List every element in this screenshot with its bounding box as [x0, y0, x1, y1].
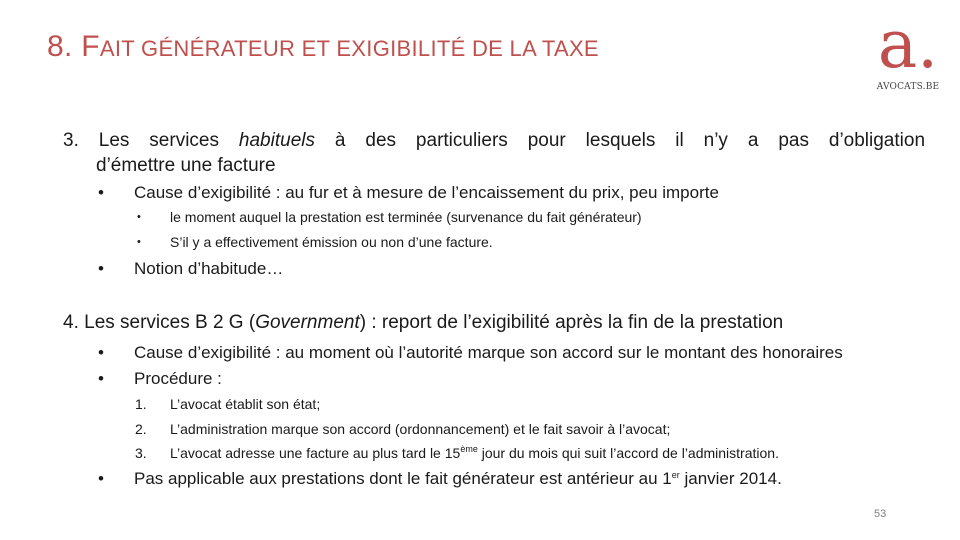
page-number: 53 — [874, 508, 887, 520]
logo-mark: a. — [877, 6, 939, 83]
section-3-heading: 3. Les services habituels à des particuliers pour lesquels il n’y a pas d’obligation d’émettre une facture — [63, 130, 926, 176]
emphasis-government: Government — [255, 312, 360, 333]
emphasis-habituels: habituels — [238, 130, 315, 151]
slide-title — [47, 30, 599, 64]
avocats-logo — [868, 6, 948, 94]
title-first: 8. F — [47, 30, 100, 63]
title-rest: AIT GÉNÉRATEUR ET EXIGIBILITÉ DE LA TAXE — [99, 36, 599, 61]
logo-text: AVOCATS.BE — [876, 82, 940, 92]
section-4-heading: 4. Les services B 2 G (Government) : report de l’exigibilité après la fin de la prestation — [63, 312, 784, 333]
